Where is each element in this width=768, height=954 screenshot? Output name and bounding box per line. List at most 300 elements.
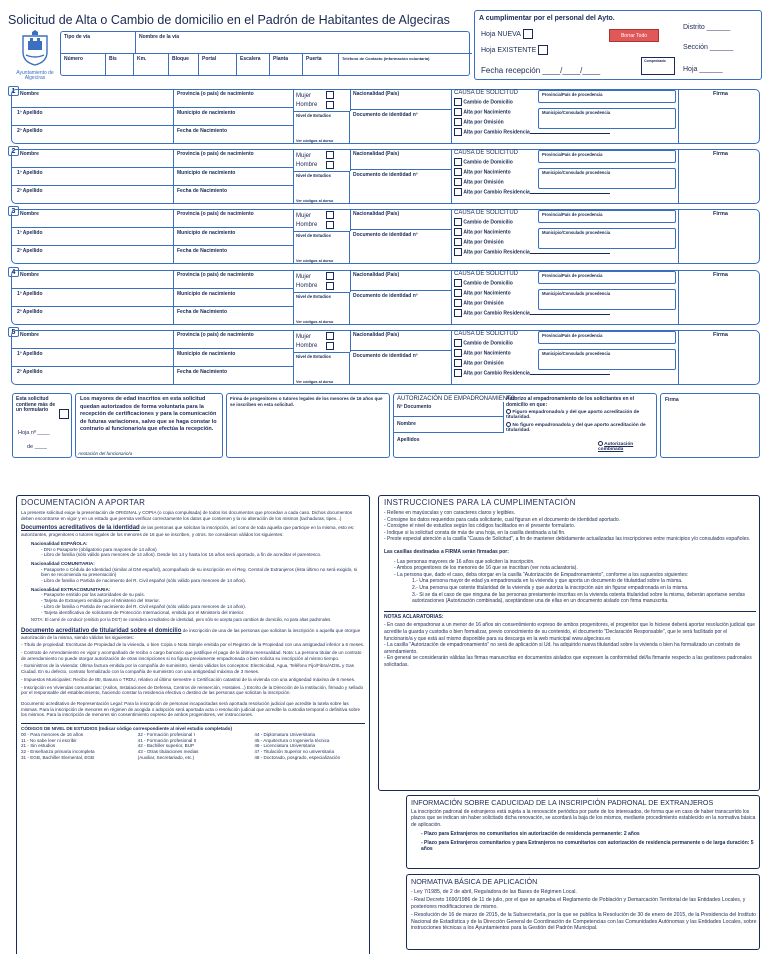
nota-item: - En general se considerarán válidas las firmas manuscritas en documentos aislados que expresen la conformidad del/la firmante respecto a las gestiones padronales solicitadas.: [384, 655, 752, 668]
provincia-nacimiento-field[interactable]: [174, 89, 294, 108]
apellido2-label: 2º Apellido: [17, 188, 43, 194]
normativa-body: [411, 889, 757, 931]
tit-4: - Impuestos Municipales: Recibo de IBI, Basura o TRDU, relativo al último semestre o Certificación catastral de la vivienda con una antigüedad máxima de 6 meses.: [21, 676, 356, 682]
nacionalidad-label: Nacionalidad (País): [353, 91, 400, 97]
puerta-field[interactable]: [303, 54, 339, 76]
escalera-label: Escalera: [240, 56, 261, 62]
municipio-procedencia-field[interactable]: [538, 168, 676, 189]
firma-field[interactable]: [679, 209, 759, 264]
autorizacion-firma-box[interactable]: [660, 393, 760, 458]
nombre-field[interactable]: [11, 330, 174, 349]
via-name-label: Nombre de la vía: [139, 34, 180, 40]
firma-item: - La persona que, dado el caso, deba otorgar en la casilla "Autorización de Empadronamiento", conforme a los supuestos siguientes:: [394, 571, 689, 578]
municipio-nacimiento-field[interactable]: [174, 168, 294, 186]
rep-legal: Documento acreditativo de Representación Legal: Para la inscripción de personas incapacitadas será aportada resolución judicial que acredite la tutela sobre las mismas. Para la inscripción de menores en régimen de acogida o adopción será aportada acta o resolución judicial que acredite la custodia temporal o definitiva sobre los mismos. Para la inscripción de menores sin consentimiento expreso de ambos progenitores, ver instrucciones.: [21, 700, 361, 718]
causa-omision-checkbox[interactable]: [454, 299, 462, 307]
hombre-label: Hombre: [296, 222, 318, 229]
person-number-badge: 3: [8, 206, 19, 216]
causa-cambio-checkbox[interactable]: [454, 279, 462, 287]
fecha-nacimiento-field[interactable]: [174, 367, 294, 385]
causa-cambio-row: [454, 218, 539, 228]
nivel-label: Nivel de Estudios: [296, 294, 331, 299]
mujer-checkbox[interactable]: [326, 332, 334, 340]
sexo-group: [296, 332, 348, 352]
documento-label: Documento de identidad nº: [353, 172, 418, 178]
nivel-label: Nivel de Estudios: [296, 354, 331, 359]
identidad-intro: de las personas que solicitan la inscripción, así como de toda aquella que participe en la misma, esto es: autorizantes, progenitores o tutores legales de los menores de 16 que se inscriben, y otros. Se consideran válidos los siguientes:: [21, 525, 355, 538]
causa-cambio-checkbox[interactable]: [454, 339, 462, 347]
causa-cambio-label: Cambio de Domicilio: [463, 99, 513, 106]
codigo-label: Ver códigos al dorso: [296, 259, 334, 263]
hombre-row: [296, 101, 348, 111]
apellido2-label: 2º Apellido: [17, 369, 43, 375]
codigo-item: 32 - Formación profesional I: [137, 731, 195, 737]
bloque-label: Bloque: [172, 56, 189, 62]
firma-label: Firma: [713, 332, 728, 338]
apellido1-field[interactable]: [11, 349, 174, 367]
documentacion-section: [16, 495, 370, 954]
causa-residencia-label: Alta por Cambio Residencia: [463, 189, 530, 196]
nacionalidad-label: Nacionalidad (País): [353, 332, 400, 338]
telefono-label: Teléfono de Contacto (información voluntaria): [342, 56, 430, 61]
codigo-label: Ver códigos al dorso: [296, 380, 334, 384]
causa-residencia-label: Alta por Cambio Residencia: [463, 129, 530, 136]
codigo-item: 43 - Otras titulaciones medias: [137, 748, 199, 754]
km-field[interactable]: [134, 54, 169, 76]
mun-proc-label: Municipio/Consulado procedencia: [542, 291, 611, 296]
causa-residencia-checkbox[interactable]: [454, 309, 462, 317]
hombre-checkbox[interactable]: [326, 221, 334, 229]
municipio-label: Municipio de nacimiento: [177, 110, 236, 116]
causa-cambio-row: [454, 158, 539, 168]
causa-title: CAUSA DE SOLICITUD: [454, 271, 519, 277]
causa-cambio-checkbox[interactable]: [454, 158, 462, 166]
person-block: [8, 267, 760, 325]
seccion-field[interactable]: Sección ______: [683, 44, 734, 51]
sexo-group: [296, 151, 348, 171]
hoja-num[interactable]: Hoja nº ____: [18, 430, 50, 436]
firma-item: - Las personas mayores de 16 años que soliciten la inscripción.: [394, 558, 535, 565]
fecha-label: Fecha de Nacimiento: [177, 128, 228, 134]
documento-field[interactable]: [350, 170, 452, 204]
provincia-procedencia-field[interactable]: [538, 210, 676, 223]
hombre-row: [296, 161, 348, 171]
causa-omision-row: [454, 118, 539, 128]
nac-ext-2: - Tarjeta de Extranjero emitida por el Ministerio del Interior.: [41, 598, 160, 604]
portal-label: Portal: [202, 56, 217, 62]
nombre-field[interactable]: [11, 209, 174, 228]
causa-title: CAUSA DE SOLICITUD: [454, 210, 519, 216]
autorizo-text: Autorizo al empadronamiento de los solicitantes en el domicilio en que:: [506, 396, 635, 408]
borrar-todo-button[interactable]: Borrar Todo: [609, 29, 659, 42]
hoja-field[interactable]: Hoja ______: [683, 66, 723, 73]
hoja-existente-checkbox[interactable]: [538, 45, 548, 55]
nofiguro-row: [506, 422, 656, 434]
codigos-table: [21, 732, 365, 761]
apellido2-field[interactable]: [11, 186, 174, 204]
fecha-nacimiento-field[interactable]: [174, 186, 294, 204]
provincia-procedencia-field[interactable]: [538, 271, 676, 284]
doc-intro: La presente solicitud exige la presentación de ORIGINAL y COPIA (o copia compulsada) de todos los documentos que procedan a cada caso. Dichos documentos deben encontrarse en vigor y en un estado que permita verificar correctamente los datos que contienen y la no alteración de los mismos (tachaduras, tipex...): [21, 510, 353, 521]
causa-omision-checkbox[interactable]: [454, 178, 462, 186]
instrucciones-section: [378, 495, 760, 791]
doc-nota: NOTA: El carné de conducir (emitido por la DGT) se considera acreditativo de identidad, pero sólo se acepta para cambios de domicilio, no para altas padronales.: [31, 617, 332, 623]
causa-cambio-label: Cambio de Domicilio: [463, 159, 513, 166]
mujer-checkbox[interactable]: [326, 91, 334, 99]
fecha-recepcion[interactable]: Fecha recepción ____/____/____: [481, 66, 601, 75]
nombre-field[interactable]: [11, 149, 174, 168]
provincia-procedencia-field[interactable]: [538, 150, 676, 163]
provincia-label: Provincia (o país) de nacimiento: [177, 151, 254, 157]
causa-group: [454, 89, 539, 144]
causa-group: [454, 270, 539, 325]
municipio-nacimiento-field[interactable]: [174, 289, 294, 307]
nivel-estudios-field[interactable]: [294, 231, 350, 264]
provincia-label: Provincia (o país) de nacimiento: [177, 332, 254, 338]
normativa-item: - Real Decreto 1690/1986 de 11 de julio, por el que se aprueba el Reglamento de Población y Demarcación Territorial de las Entidades Locales, y posteriores modificaciones de mismo.: [411, 897, 746, 910]
portal-field[interactable]: [199, 54, 237, 76]
aut-doc-field[interactable]: [394, 402, 504, 417]
mujer-checkbox[interactable]: [326, 272, 334, 280]
hombre-checkbox[interactable]: [326, 282, 334, 290]
nofiguro-radio[interactable]: [506, 422, 511, 427]
apellido1-label: 1º Apellido: [17, 351, 43, 357]
nac-ext: Nacionalidad EXTRACOMUNITARIA:: [31, 586, 111, 592]
prov-proc-label: Provincia/País de procedencia: [542, 92, 603, 97]
mun-proc-label: Municipio/Consulado procedencia: [542, 230, 611, 235]
mujer-row: [296, 272, 348, 282]
number-field[interactable]: [61, 54, 106, 76]
mujer-checkbox[interactable]: [326, 211, 334, 219]
normativa-section: [406, 874, 760, 950]
causa-title: CAUSA DE SOLICITUD: [454, 150, 519, 156]
caducidad-text: La inscripción padronal de extranjeros está sujeta a la renovación periódica por parte de los interesados, de forma que en caso de haber transcurrido los plazos que se indican sin haber solicitado dicha renovación, se acordará la baja de los mismos, mediante procedimiento establecido en la normativa básica de aplicación.: [411, 809, 756, 828]
nombre-label: Nombre: [20, 211, 39, 217]
causa-cambio-row: [454, 339, 539, 349]
apellido2-field[interactable]: [11, 367, 174, 385]
number-label: Número: [64, 56, 83, 62]
normativa-item: - Ley 7/1985, de 2 de abril, Reguladora de las Bases de Régimen Local.: [411, 889, 577, 895]
municipio-procedencia-field[interactable]: [538, 108, 676, 129]
firma-item: 2.- Una persona que ostente titularidad de la vivienda y que autoriza la inscripción aún sin figurar empadronada en la misma.: [412, 584, 689, 591]
causa-nacimiento-checkbox[interactable]: [454, 349, 462, 357]
nac-com-2: - Libro de familia o Partida de nacimiento del R. Civil español (sólo válido para menores de 14 años).: [41, 578, 247, 584]
nombre-field[interactable]: [11, 89, 174, 108]
causa-nacimiento-checkbox[interactable]: [454, 168, 462, 176]
causa-nacimiento-label: Alta por Nacimiento: [463, 169, 511, 176]
causa-nacimiento-row: [454, 168, 539, 178]
apellido2-field[interactable]: [11, 246, 174, 264]
codigo-item: 00 - Para menores de 16 años: [21, 731, 84, 737]
firma-field[interactable]: [679, 89, 759, 144]
nombre-field[interactable]: [11, 270, 174, 289]
causa-nacimiento-checkbox[interactable]: [454, 228, 462, 236]
apellido2-field[interactable]: [11, 126, 174, 144]
causa-nacimiento-label: Alta por Nacimiento: [463, 109, 511, 116]
address-block: [60, 31, 470, 76]
provincia-procedencia-field[interactable]: [538, 90, 676, 103]
causa-group: [454, 149, 539, 204]
nac-ext-4: - Tarjeta identificativa de solicitante de Protección Internacional, emitida por el Ministerio del Interior.: [41, 609, 245, 615]
fecha-label: Fecha de Nacimiento: [177, 188, 228, 194]
mujer-label: Mujer: [296, 152, 312, 159]
municipio-procedencia-field[interactable]: [538, 289, 676, 310]
caducidad-title: INFORMACIÓN SOBRE CADUCIDAD DE LA INSCRIPCIÓN PADRONAL DE EXTRANJEROS: [411, 798, 714, 807]
causa-residencia-row: [454, 188, 539, 198]
anotacion-label: Anotación del funcionario/a: [78, 451, 133, 456]
causa-omision-label: Alta por Omisión: [463, 119, 504, 126]
fecha-nacimiento-field[interactable]: [174, 246, 294, 264]
caducidad-item: - Plazo para Extranjeros no comunitarios sin autorización de residencia permanente: 2 años: [421, 831, 640, 838]
telefono-field[interactable]: [339, 54, 471, 76]
multi-form-text: Esta solicitud contiene más de un formulario: [16, 396, 56, 414]
bis-field[interactable]: [106, 54, 134, 76]
documento-field[interactable]: [350, 351, 452, 385]
causa-residencia-row: [454, 248, 539, 258]
nivel-estudios-field[interactable]: [294, 292, 350, 325]
causa-nacimiento-row: [454, 108, 539, 118]
figuro-radio[interactable]: [506, 409, 511, 414]
planta-field[interactable]: [270, 54, 303, 76]
firma-field[interactable]: [679, 270, 759, 325]
causa-omision-row: [454, 238, 539, 248]
causa-cambio-checkbox[interactable]: [454, 98, 462, 106]
causa-omision-row: [454, 359, 539, 369]
multi-form-box: [12, 393, 72, 458]
causa-residencia-row: [454, 128, 539, 138]
person-number-badge: 5: [8, 327, 19, 337]
nacionalidad-field[interactable]: [350, 209, 452, 230]
nivel-label: Nivel de Estudios: [296, 173, 331, 178]
firma-title: Las casillas destinadas a FIRMA serán firmadas por:: [384, 548, 509, 555]
apellido1-field[interactable]: [11, 289, 174, 307]
municipio-procedencia-field[interactable]: [538, 228, 676, 249]
nombre-label: Nombre: [20, 151, 39, 157]
apellido1-label: 1º Apellido: [17, 110, 43, 116]
codigo-item: 11 - No sabe leer ni escribir: [21, 737, 77, 743]
nac-com-1: - Pasaporte o Cédula de Identidad (similar al DNI español), acompañado de su inscripción en el Reg. Central de Extranjeros (ésta último no será exigido, si bien se recomienda su presentación): [41, 566, 358, 578]
provincia-nacimiento-field[interactable]: [174, 149, 294, 168]
municipio-procedencia-field[interactable]: [538, 349, 676, 370]
nac-esp: Nacionalidad ESPAÑOLA:: [31, 540, 88, 546]
nota-item: - En caso de empadronar a un menor de 16 años sin consentimiento expreso de ambos progenitores, el progenitor que lo hiciese deberá aportar resolución judicial que acredite la guarda y custodia o bien formalizar, previo conocimiento de su contenido, el documento "Declaración Responsable", que le será facilitado por el funcionario/a y que está así mismo disponible para su descarga en la web municipal www.algeciras.es: [384, 622, 756, 642]
hoja-nueva-row: [481, 29, 533, 39]
provincia-nacimiento-field[interactable]: [174, 209, 294, 228]
titularidad-title: Documento acreditativo de titularidad sobre el domicilio: [21, 627, 182, 634]
firma-item: - Ambos progenitores de los menores de 16 que se inscriban (ver nota aclaratoria).: [394, 565, 578, 572]
mun-proc-label: Municipio/Consulado procedencia: [542, 351, 611, 356]
causa-nacimiento-checkbox[interactable]: [454, 289, 462, 297]
identidad-title: Documentos acreditativos de la identidad: [21, 525, 140, 532]
nivel-estudios-field[interactable]: [294, 171, 350, 204]
causa-nacimiento-row: [454, 289, 539, 299]
nivel-estudios-field[interactable]: [294, 111, 350, 144]
codigos-col-1: [21, 732, 132, 761]
aut-nombre-label: Nombre: [397, 421, 416, 427]
prov-proc-label: Provincia/País de procedencia: [542, 152, 603, 157]
causa-omision-checkbox[interactable]: [454, 359, 462, 367]
causa-omision-checkbox[interactable]: [454, 118, 462, 126]
person-number-badge: 2: [8, 146, 19, 156]
apellido2-label: 2º Apellido: [17, 248, 43, 254]
codigo-label: Ver códigos al dorso: [296, 199, 334, 203]
autorizacion-box: [393, 393, 657, 458]
mujer-row: [296, 332, 348, 342]
hoja-existente-row: [481, 45, 548, 55]
caducidad-item: - Plazo para Extranjeros comunitarios y para Extranjeros no comunitarios con autorización de residencia permanente o de larga duración: 5 años: [421, 839, 754, 853]
multi-form-checkbox[interactable]: [59, 409, 69, 419]
bloque-field[interactable]: [169, 54, 199, 76]
staff-title: A cumplimentar por el personal del Ayto.: [479, 15, 615, 22]
tit-5: - Inscripción en Viviendas comunitarias: (Asilos, Instalaciones de Defensa, Centros de reinserción, Hostales...) Escrito de la Dirección de la Institución, firmado y sellado por el responsable del establecimiento, haciendo constar la residencia efectiva o destino de las personas que solicitan la inscripción.: [21, 684, 364, 696]
mujer-checkbox[interactable]: [326, 151, 334, 159]
combinada-radio[interactable]: [598, 441, 603, 446]
notas-title: NOTAS ACLARATORIAS:: [384, 611, 756, 621]
fecha-nacimiento-field[interactable]: [174, 126, 294, 144]
nacionalidad-label: Nacionalidad (País): [353, 272, 400, 278]
aut-nombre-field[interactable]: [394, 417, 504, 433]
causa-residencia-checkbox[interactable]: [454, 369, 462, 377]
nivel-estudios-field[interactable]: [294, 352, 350, 385]
causa-residencia-row: [454, 369, 539, 379]
escalera-field[interactable]: [237, 54, 270, 76]
comprobado-box[interactable]: [641, 57, 675, 75]
nac-ext-3: - Libro de familia o Partida de nacimiento del R. Civil español (sólo válido para menores de 14 años).: [41, 603, 247, 609]
causa-residencia-row: [454, 309, 539, 319]
apellido1-field[interactable]: [11, 228, 174, 246]
documento-field[interactable]: [350, 110, 452, 144]
mujer-label: Mujer: [296, 273, 312, 280]
nacionalidad-field[interactable]: [350, 149, 452, 170]
figuro-label: Figuro empadronado/a y del que aporto acreditación de titularidad.: [506, 409, 640, 421]
municipio-nacimiento-field[interactable]: [174, 108, 294, 126]
causa-residencia-label: Alta por Cambio Residencia: [463, 370, 530, 377]
fecha-nacimiento-field[interactable]: [174, 307, 294, 325]
codigo-item: 41 - Formación profesional II: [137, 737, 197, 743]
hoja-de[interactable]: de ____: [27, 444, 47, 450]
via-type-field[interactable]: [61, 32, 136, 54]
mujer-label: Mujer: [296, 92, 312, 99]
documentacion-body: [21, 510, 365, 760]
mun-proc-label: Municipio/Consulado procedencia: [542, 110, 611, 115]
instr-item: - Rellene en mayúsculas y con caracteres claros y legibles.: [384, 510, 516, 516]
apellido2-field[interactable]: [11, 307, 174, 325]
causa-omision-row: [454, 299, 539, 309]
causa-nacimiento-label: Alta por Nacimiento: [463, 229, 511, 236]
via-name-field[interactable]: [136, 32, 472, 54]
apellido1-label: 1º Apellido: [17, 170, 43, 176]
provincia-label: Provincia (o país) de nacimiento: [177, 272, 254, 278]
firma-label: Firma: [713, 272, 728, 278]
km-label: Km.: [137, 56, 147, 62]
municipio-label: Municipio de nacimiento: [177, 351, 236, 357]
municipio-nacimiento-field[interactable]: [174, 228, 294, 246]
person-number-badge: 4: [8, 267, 19, 277]
documento-label: Documento de identidad nº: [353, 293, 418, 299]
documento-field[interactable]: [350, 230, 452, 264]
documento-label: Documento de identidad nº: [353, 112, 418, 118]
distrito-field[interactable]: Distrito ______: [683, 24, 731, 31]
hombre-checkbox[interactable]: [326, 342, 334, 350]
prov-proc-label: Provincia/País de procedencia: [542, 333, 603, 338]
mujer-label: Mujer: [296, 333, 312, 340]
codigo-label: Ver códigos al dorso: [296, 320, 334, 324]
causa-residencia-checkbox[interactable]: [454, 188, 462, 196]
via-type-label: Tipo de vía: [64, 34, 91, 40]
person-block: [8, 206, 760, 264]
causa-nacimiento-row: [454, 228, 539, 238]
causa-cambio-label: Cambio de Domicilio: [463, 280, 513, 287]
hombre-label: Hombre: [296, 343, 318, 350]
municipio-nacimiento-field[interactable]: [174, 349, 294, 367]
causa-nacimiento-checkbox[interactable]: [454, 108, 462, 116]
apellido2-label: 2º Apellido: [17, 309, 43, 315]
provincia-nacimiento-field[interactable]: [174, 270, 294, 289]
fecha-label: Fecha de Nacimiento: [177, 369, 228, 375]
provincia-procedencia-field[interactable]: [538, 331, 676, 344]
normativa-item: - Resolución de 16 de marzo de 2015, de la Subsecretaría, por la que se publica la Resolución de 30 de enero de 2015, de la Presidencia del Instituto Nacional de Estadística y de la Dirección General de Coordinación de Competencias con las Comunidades Autónomas y las Entidades Locales, sobre instrucciones técnicas a los Ayuntamientos para la Gestión del Padrón Municipal.: [411, 912, 757, 932]
municipio-label: Municipio de nacimiento: [177, 291, 236, 297]
planta-label: Planta: [273, 56, 289, 62]
causa-cambio-label: Cambio de Domicilio: [463, 219, 513, 226]
firma-field[interactable]: [679, 330, 759, 385]
causa-cambio-checkbox[interactable]: [454, 218, 462, 226]
nac-com: Nacionalidad COMUNITARIA:: [31, 560, 95, 566]
causa-residencia-label: Alta por Cambio Residencia: [463, 310, 530, 317]
provincia-label: Provincia (o país) de nacimiento: [177, 211, 254, 217]
nacionalidad-field[interactable]: [350, 270, 452, 291]
combinada-label: Autorización combinada: [598, 441, 634, 453]
fecha-label: Fecha de Nacimiento: [177, 309, 228, 315]
firma-label: Firma: [713, 91, 728, 97]
prov-proc-label: Provincia/País de procedencia: [542, 273, 603, 278]
combinada-row: [598, 441, 653, 453]
mujer-row: [296, 151, 348, 161]
causa-omision-checkbox[interactable]: [454, 238, 462, 246]
documento-label: Documento de identidad nº: [353, 232, 418, 238]
titularidad-intro: de inscripción de una de las personas que solicitan la inscripción o aquella que otorgue autorización de la misma, siendo válidos los siguientes:: [21, 627, 361, 640]
causa-residencia-checkbox[interactable]: [454, 128, 462, 136]
hombre-row: [296, 342, 348, 352]
causa-residencia-checkbox[interactable]: [454, 248, 462, 256]
progenitores-firma-box[interactable]: [226, 393, 390, 458]
tit-3: - Suministros de la vivienda: Última factura emitida por la compañía de suministro, siendo válidos los conceptos: Electricidad, Agua, Teléfono Fijo/Fibra/ADSL y Gas Ciudad. En su defecto, contrato formalizado con la compañía de suministro con una antigüedad máxima de 3 meses.: [21, 663, 354, 675]
causa-title: CAUSA DE SOLICITUD: [454, 331, 519, 337]
hoja-nueva-label: Hoja NUEVA: [481, 30, 521, 38]
instrucciones-body: [384, 510, 756, 668]
causa-nacimiento-label: Alta por Nacimiento: [463, 350, 511, 357]
provincia-nacimiento-field[interactable]: [174, 330, 294, 349]
sexo-group: [296, 272, 348, 292]
autorizacion-firma-label: Firma: [665, 397, 679, 403]
firma-field[interactable]: [679, 149, 759, 204]
hombre-checkbox[interactable]: [326, 101, 334, 109]
causa-nacimiento-row: [454, 349, 539, 359]
hombre-checkbox[interactable]: [326, 161, 334, 169]
codigos-col-2: [138, 732, 249, 761]
documento-field[interactable]: [350, 291, 452, 325]
nacionalidad-field[interactable]: [350, 89, 452, 110]
firma-label: Firma: [713, 151, 728, 157]
firma-item: 3.- Si se da el caso de que ninguna de las personas previamente inscritas en la vivienda ostenta titularidad sobre la misma, deberán aportarse sendas autorizaciones (Autorización combinada), aceptándose una de ellas en un documento aislado con firma manuscrita.: [412, 591, 745, 605]
apellido1-field[interactable]: [11, 108, 174, 126]
tit-1: - Título de propiedad: Escrituras de Propiedad de la vivienda, o bien Copia o Nota Simple emitida por el Registro de la Propiedad con una antigüedad inferior a 6 meses.: [21, 642, 365, 648]
nota-item: - La casilla "Autorización de empadronamiento" no será de aplicación si Ud. ha adquirido nueva titularidad sobre la vivienda o bien ha formalizado un contrato de arrendamiento.: [384, 642, 741, 655]
nacionalidad-field[interactable]: [350, 330, 452, 351]
hoja-nueva-checkbox[interactable]: [523, 29, 533, 39]
apellido1-field[interactable]: [11, 168, 174, 186]
bis-label: Bis: [109, 56, 117, 62]
